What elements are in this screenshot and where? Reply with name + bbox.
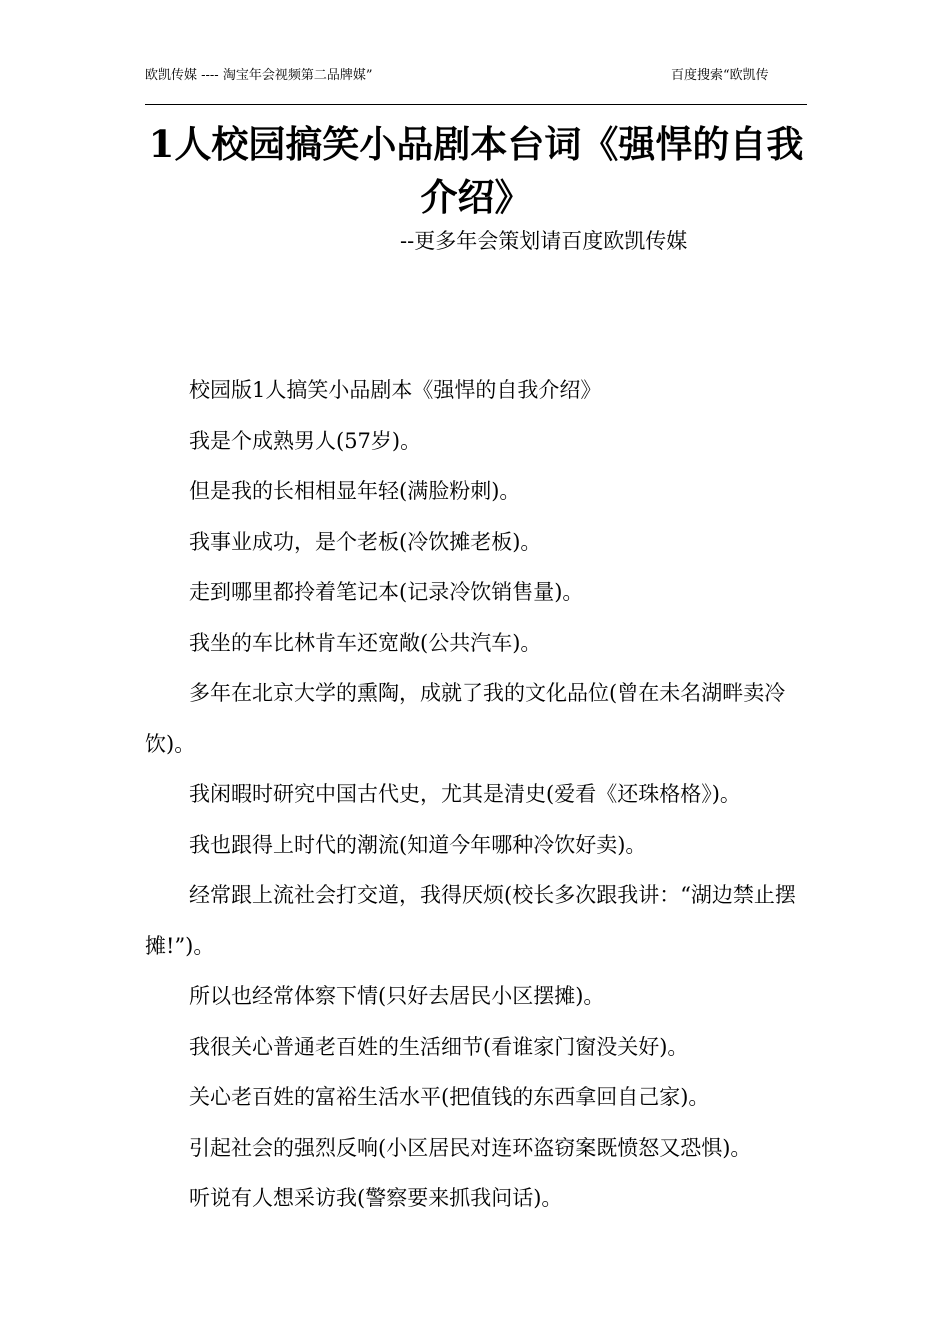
body-paragraph: 但是我的长相相显年轻(满脸粉刺)。 [189,479,521,503]
body-paragraph: 多年在北京大学的熏陶，成就了我的文化品位(曾在未名湖畔卖冷饮)。 [145,681,786,756]
body-paragraph: 所以也经常体察下情(只好去居民小区摆摊)。 [189,984,605,1008]
body-paragraph: 走到哪里都拎着笔记本(记录冷饮销售量)。 [189,580,584,604]
document-title: 1人校园搞笑小品剧本台词《强悍的自我介绍》 [148,122,804,219]
body-paragraph: 经常跟上流社会打交道，我得厌烦(校长多次跟我讲：“湖边禁止摆摊!”)。 [145,883,796,958]
body-paragraph: 我坐的车比林肯车还宽敞(公共汽车)。 [189,630,542,655]
body-paragraph: 我很关心普通老百姓的生活细节(看谁家门窗没关好)。 [189,1034,689,1059]
page-header [145,66,807,105]
document-body [145,365,807,1224]
header-left-text: 欧凯传媒 ---- 淘宝年会视频第二品牌媒” [145,68,373,83]
body-paragraph: 引起社会的强烈反响(小区居民对连环盗窃案既愤怒又恐惧)。 [189,1135,752,1160]
body-paragraph: 我事业成功，是个老板(冷饮摊老板)。 [189,529,542,554]
body-paragraph: 关心老百姓的富裕生活水平(把值钱的东西拿回自己家)。 [189,1085,710,1109]
body-paragraph: 我也跟得上时代的潮流(知道今年哪种冷饮好卖)。 [189,832,647,857]
body-paragraph: 我是个成熟男人(57岁)。 [189,428,422,453]
document-subtitle: --更多年会策划请百度欧凯传媒 [400,229,688,253]
body-paragraph: 我闲暇时研究中国古代史，尤其是清史(爱看《还珠格格》)。 [189,782,741,806]
body-paragraph: 校园版1人搞笑小品剧本《强悍的自我介绍》 [189,378,602,402]
header-right-text: 百度搜索“欧凯传 [671,68,769,83]
body-paragraph: 听说有人想采访我(警察要来抓我问话)。 [189,1186,563,1210]
